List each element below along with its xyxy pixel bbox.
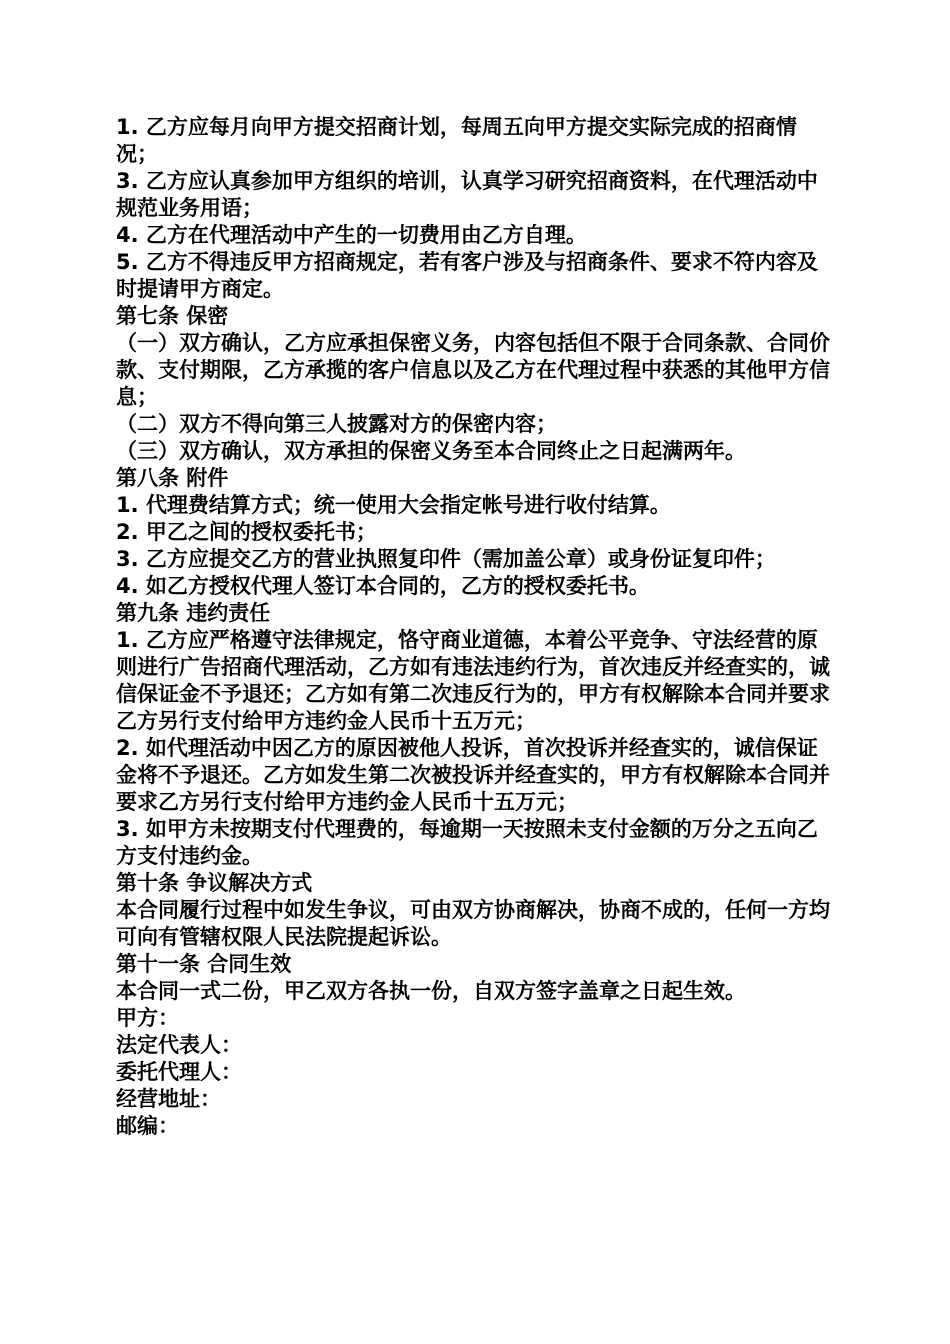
- document-body: [116, 114, 836, 1140]
- section-heading-dispute: 第十条 争议解决方式: [116, 871, 313, 895]
- signature-postcode: 邮编：: [116, 1114, 179, 1138]
- signature-authorized-agent: 委托代理人：: [116, 1060, 242, 1084]
- paragraph-attachment-2: 2. 甲乙之间的授权委托书；: [116, 520, 377, 544]
- paragraph-clause-4: 4. 乙方在代理活动中产生的一切费用由乙方自理。: [116, 223, 587, 247]
- paragraph-clause-5: 5. 乙方不得违反甲方招商规定，若有客户涉及与招商条件、要求不符内容及时提请甲方商定。: [116, 250, 818, 301]
- paragraph-attachment-4: 4. 如乙方授权代理人签订本合同的，乙方的授权委托书。: [116, 574, 650, 598]
- section-heading-liability: 第九条 违约责任: [116, 601, 271, 625]
- paragraph-liability-2: 2. 如代理活动中因乙方的原因被他人投诉，首次投诉并经查实的，诚信保证金将不予退还。乙方如发生第二次被投诉并经查实的，甲方有权解除本合同并要求乙方另行支付给甲方违约金人民币十五万元；: [116, 736, 830, 814]
- section-heading-effect: 第十一条 合同生效: [116, 952, 292, 976]
- paragraph-clause-1: 1. 乙方应每月向甲方提交招商计划，每周五向甲方提交实际完成的招商情况；: [116, 115, 797, 166]
- paragraph-confidentiality-2: （二）双方不得向第三人披露对方的保密内容；: [116, 412, 557, 436]
- paragraph-dispute: 本合同履行过程中如发生争议，可由双方协商解决，协商不成的，任何一方均可向有管辖权限人民法院提起诉讼。: [116, 898, 830, 949]
- paragraph-clause-3: 3. 乙方应认真参加甲方组织的培训，认真学习研究招商资料，在代理活动中规范业务用语；: [116, 169, 818, 220]
- paragraph-attachment-3: 3. 乙方应提交乙方的营业执照复印件（需加盖公章）或身份证复印件；: [116, 547, 776, 571]
- paragraph-confidentiality-1: （一）双方确认，乙方应承担保密义务，内容包括但不限于合同条款、合同价款、支付期限，乙方承揽的客户信息以及乙方在代理过程中获悉的其他甲方信息；: [116, 331, 830, 409]
- paragraph-liability-3: 3. 如甲方未按期支付代理费的，每逾期一天按照未支付金额的万分之五向乙方支付违约金。: [116, 817, 818, 868]
- section-heading-confidentiality: 第七条 保密: [116, 304, 229, 328]
- signature-legal-representative: 法定代表人：: [116, 1033, 242, 1057]
- paragraph-liability-1: 1. 乙方应严格遵守法律规定，恪守商业道德，本着公平竞争、守法经营的原则进行广告招商代理活动，乙方如有违法违约行为，首次违反并经查实的，诚信保证金不予退还；乙方如有第二次违反行为的，甲方有权解除本合同并要求乙方另行支付给甲方违约金人民币十五万元；: [116, 628, 830, 733]
- paragraph-effect: 本合同一式二份，甲乙双方各执一份，自双方签字盖章之日起生效。: [116, 979, 746, 1003]
- paragraph-attachment-1: 1. 代理费结算方式；统一使用大会指定帐号进行收付结算。: [116, 493, 671, 517]
- signature-business-address: 经营地址：: [116, 1087, 221, 1111]
- section-heading-attachments: 第八条 附件: [116, 466, 229, 490]
- paragraph-confidentiality-3: （三）双方确认，双方承担的保密义务至本合同终止之日起满两年。: [116, 439, 746, 463]
- signature-party-a: 甲方：: [116, 1006, 179, 1030]
